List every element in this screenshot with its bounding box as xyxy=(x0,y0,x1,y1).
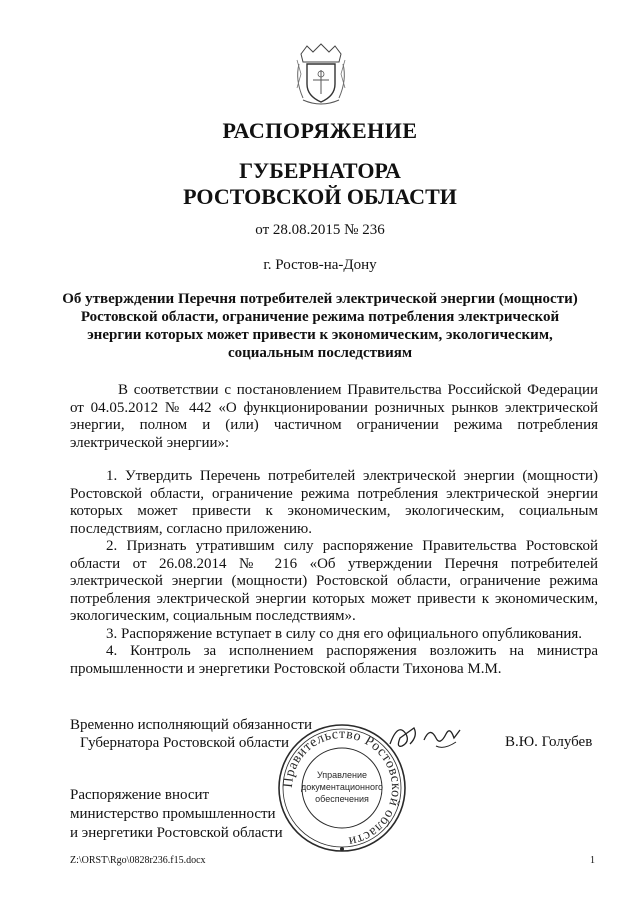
coat-of-arms-icon xyxy=(293,40,349,110)
seal-ring-text: Правительство Ростовской области xyxy=(280,726,404,849)
signer-name: В.Ю. Голубев xyxy=(505,734,593,750)
document-subject: Об утверждении Перечня потребителей электрической энергии (мощности) Ростовской области, ограничение режима потребления электрической энергии которых может привести к экономическим, экологическим, социальным последствиям xyxy=(62,291,578,361)
document-date-number: от 28.08.2015 № 236 xyxy=(255,222,385,238)
seal-center-line-1: Управление xyxy=(316,770,368,780)
issuer-line-1: ГУБЕРНАТОРА xyxy=(239,158,401,183)
seal-center-line-2: документационного xyxy=(300,782,384,792)
list-item: 2. Признать утратившим силу распоряжение Правительства Ростовской области от 26.08.2014 № 216 «Об утверждении Перечня потребителей электрической энергии (мощности) Ростовской области, ограничение режима потребления электрической энергии которых может привести к экономическим, экологическим, социальным последствиям». xyxy=(70,538,598,624)
submitted-by-line-2: министерство промышленности xyxy=(70,806,276,822)
issuer-heading xyxy=(0,158,640,210)
file-path: Z:\ORST\Rgo\0828r236.f15.docx xyxy=(70,855,206,866)
official-seal-icon xyxy=(276,722,408,854)
document-type-heading: РАСПОРЯЖЕНИЕ xyxy=(222,118,418,143)
submitted-by-line-1: Распоряжение вносит xyxy=(70,787,210,803)
seal-center-line-3: обеспечения xyxy=(315,794,369,804)
submitted-by-block xyxy=(70,786,283,843)
list-item: 4. Контроль за исполнением распоряжения возложить на министра промышленности и энергетики Ростовской области Тихонова М.М. xyxy=(70,643,598,677)
signer-position-line-2: Губернатора Ростовской области xyxy=(80,735,290,751)
submitted-by-line-3: и энергетики Ростовской области xyxy=(70,825,283,841)
document-city: г. Ростов-на-Дону xyxy=(263,257,377,273)
issuer-line-2: РОСТОВСКОЙ ОБЛАСТИ xyxy=(183,184,457,209)
page-number: 1 xyxy=(590,855,595,866)
signer-position-line-1: Временно исполняющий обязанности xyxy=(70,717,313,733)
items-list xyxy=(70,468,598,678)
list-item: 3. Распоряжение вступает в силу со дня его официального опубликования. xyxy=(106,625,583,642)
list-item: 1. Утвердить Перечень потребителей электрической энергии (мощности) Ростовской области, ограничение режима потребления электрической энергии которых может привести к экономическим, экологическим, социальным последствиям, согласно приложению. xyxy=(70,468,598,537)
intro-paragraph: В соответствии с постановлением Правительства Российской Федерации от 04.05.2012 № 442 «О функционировании розничных рынков электрической энергии, полном и (или) частичном ограничении режима потребления электрической энергии»: xyxy=(70,382,598,451)
